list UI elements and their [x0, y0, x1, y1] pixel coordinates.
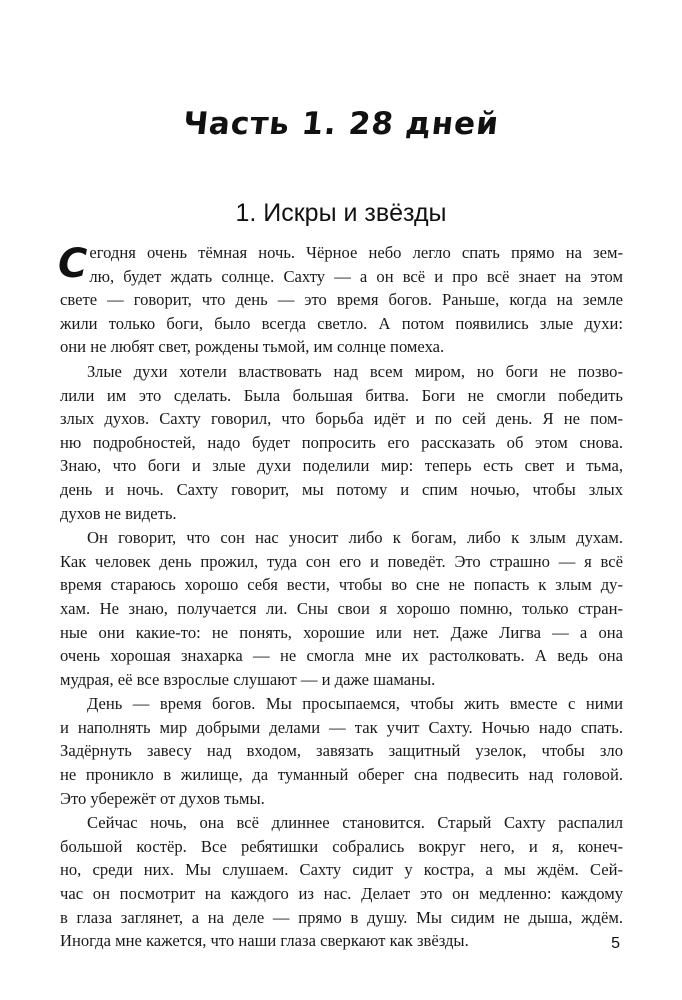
text-line: Знаю, что боги и злые духи поделили мир: теперь есть свет и тьма, — [60, 456, 623, 476]
chapter-title: 1. Искры и звёзды — [235, 199, 447, 227]
text-line: и наполнять мир добрыми делами — так учит Сахту. Ночью надо спать. — [60, 717, 623, 737]
text-line: День — время богов. Мы просыпаемся, чтобы жить вместе с ними — [87, 694, 623, 714]
paragraph-5 — [60, 811, 623, 953]
paragraph-2 — [60, 360, 623, 525]
text-line: день и ночь. Сахту говорит, мы потому и спим ночью, чтобы злых — [60, 479, 623, 499]
text-line: Задёрнуть завесу над входом, завязать защитный узелок, чтобы зло — [60, 741, 623, 761]
text-line: не проникло в жилище, да туманный оберег сна подвесить над головой. — [60, 765, 623, 785]
text-line: ню подробностей, надо будет попросить его рассказать об этом снова. — [60, 432, 623, 452]
paragraph-3 — [60, 526, 623, 691]
text-line: жили только боги, было всегда светло. А потом появились злые духи: — [60, 313, 623, 333]
paragraph-1 — [60, 241, 623, 359]
text-line: очень хорошая знахарка — не смогла мне их растолковать. А ведь она — [60, 646, 623, 666]
text-line: егодня очень тёмная ночь. Чёрное небо легло спать прямо на зем- — [89, 243, 623, 262]
text-line: час он посмотрит на каждого из нас. Делает это он медленно: каждому — [60, 884, 623, 904]
part-title: Часть 1. 28 дней — [181, 106, 501, 142]
text-line: свете — говорит, что день — это время богов. Раньше, когда на земле — [60, 290, 623, 310]
text-line: Иногда мне кажется, что наши глаза сверкают как звёзды. — [60, 931, 469, 951]
page-number: 5 — [611, 935, 620, 952]
text-line: они не любят свет, рождены тьмой, им солнце помеха. — [60, 337, 445, 357]
text-line: духов не видеть. — [60, 503, 177, 523]
drop-cap: С — [58, 241, 88, 287]
paragraph-4 — [60, 692, 623, 810]
text-line: лили им это сделать. Была большая битва. Боги не смогли победить — [60, 385, 623, 405]
text-line: время стараюсь хорошо себя вести, чтобы во сне не попасть к злым ду- — [60, 575, 623, 595]
text-line: но, среди них. Мы слушаем. Сахту сидит у костра, а мы ждём. Сей- — [60, 860, 623, 880]
text-line: Он говорит, что сон нас уносит либо к богам, либо к злым духам. — [87, 528, 623, 548]
text-line: лю, будет ждать солнце. Сахту — а он всё и про всё знает на этом — [89, 266, 623, 286]
text-line: злых духов. Сахту говорил, что борьба идёт и по сей день. Я не пом- — [60, 409, 623, 429]
text-line: Злые духи хотели властвовать над всем миром, но боги не позво- — [87, 361, 623, 381]
chapter-body — [60, 241, 623, 953]
text-line: мудрая, её все взрослые слушают — и даже шаманы. — [60, 669, 436, 689]
text-line: Как человек день прожил, туда сон его и поведёт. Это страшно — я всё — [60, 551, 623, 571]
text-line: большой костёр. Все ребятишки собрались вокруг него, и я, конеч- — [60, 836, 623, 856]
text-line: в глаза заглянет, а на деле — прямо в душу. Мы сидим не дыша, ждём. — [60, 907, 623, 927]
text-line: Это убережёт от духов тьмы. — [60, 788, 265, 808]
text-line: Сейчас ночь, она всё длиннее становится. Старый Сахту распалил — [87, 813, 623, 833]
text-line: ные они какие-то: не понять, хорошие или нет. Даже Лигва — а она — [60, 622, 623, 642]
text-line: хам. Не знаю, получается ли. Сны свои я хорошо помню, только стран- — [60, 598, 623, 618]
